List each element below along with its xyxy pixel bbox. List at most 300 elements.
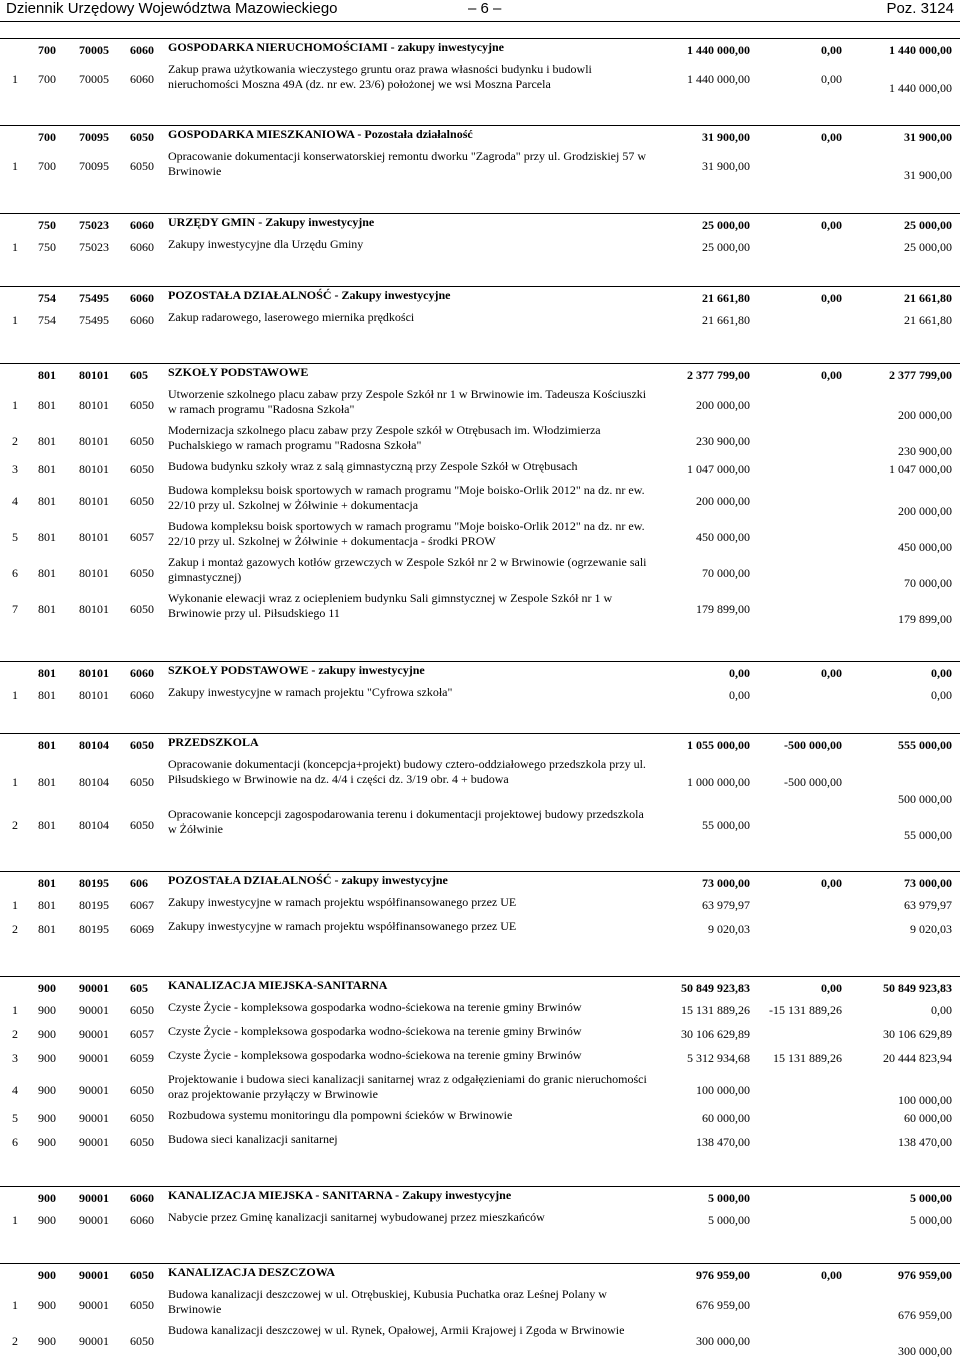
section-rule (0, 733, 960, 734)
dzial-cell: 700 (38, 43, 56, 57)
plan-value-cell: 31 900,00 (702, 130, 750, 144)
paragraf-cell: 6060 (130, 291, 154, 305)
dzial-cell: 900 (38, 1051, 56, 1065)
table-row (0, 237, 960, 259)
table-row (0, 591, 960, 627)
description-cell: Budowa kanalizacji deszczowej w ul. Rynek, Opałowej, Armii Krajowej i Zgoda w Brwinowie (168, 1323, 625, 1337)
table-row (0, 1108, 960, 1132)
after-change-value-cell: 25 000,00 (904, 240, 952, 254)
row-number: 6 (12, 566, 18, 580)
row-number: 5 (12, 1111, 18, 1125)
rozdzial-cell: 80101 (79, 602, 109, 616)
rozdzial-cell: 80101 (79, 434, 109, 448)
rozdzial-cell: 90001 (79, 1268, 109, 1282)
plan-value-cell: 30 106 629,89 (681, 1027, 750, 1041)
after-change-value-cell: 21 661,80 (904, 291, 952, 305)
section-heading-row (0, 288, 960, 310)
change-value-cell: 0,00 (821, 218, 842, 232)
after-change-value-cell: 100 000,00 (898, 1093, 952, 1107)
paragraf-cell: 6050 (130, 130, 154, 144)
change-value-cell: 0,00 (821, 291, 842, 305)
plan-value-cell: 1 440 000,00 (687, 72, 750, 86)
paragraf-cell: 6050 (130, 1268, 154, 1282)
table-row (0, 459, 960, 483)
row-number: 1 (12, 1003, 18, 1017)
table-row (0, 423, 960, 459)
after-change-value-cell: 300 000,00 (898, 1344, 952, 1358)
change-value-cell: 0,00 (821, 981, 842, 995)
rozdzial-cell: 80101 (79, 398, 109, 412)
rozdzial-cell: 90001 (79, 1003, 109, 1017)
section-rule (0, 363, 960, 364)
description-cell: URZĘDY GMIN - Zakupy inwestycyjne (168, 215, 375, 229)
description-cell: Budowa budynku szkoły wraz z salą gimnastyczną przy Zespole Szkół w Otrębusach (168, 459, 578, 473)
change-value-cell: 0,00 (821, 43, 842, 57)
change-value-cell: 0,00 (821, 72, 842, 86)
table-row (0, 919, 960, 943)
description-cell: Czyste Życie - kompleksowa gospodarka wodno-ściekowa na terenie gminy Brwinów (168, 1048, 582, 1062)
dzial-cell: 900 (38, 1334, 56, 1348)
paragraf-cell: 6050 (130, 775, 154, 789)
plan-value-cell: 15 131 889,26 (681, 1003, 750, 1017)
description-cell: GOSPODARKA NIERUCHOMOŚCIAMI - zakupy inwestycyjne (168, 40, 505, 54)
after-change-value-cell: 138 470,00 (898, 1135, 952, 1149)
section-heading-row (0, 873, 960, 895)
after-change-value-cell: 450 000,00 (898, 540, 952, 554)
plan-value-cell: 60 000,00 (702, 1111, 750, 1125)
after-change-value-cell: 0,00 (931, 666, 952, 680)
section-rule (0, 38, 960, 39)
dzial-cell: 754 (38, 291, 56, 305)
table-row (0, 807, 960, 843)
plan-value-cell: 5 312 934,68 (687, 1051, 750, 1065)
paragraf-cell: 6059 (130, 1051, 154, 1065)
description-cell: KANALIZACJA MIEJSKA-SANITARNA (168, 978, 388, 992)
plan-value-cell: 676 959,00 (696, 1298, 750, 1312)
paragraf-cell: 6060 (130, 43, 154, 57)
row-number: 2 (12, 818, 18, 832)
after-change-value-cell: 21 661,80 (904, 313, 952, 327)
dzial-cell: 900 (38, 1268, 56, 1282)
table-row (0, 1323, 960, 1359)
description-cell: Utworzenie szkolnego placu zabaw przy Zespole Szkół nr 1 w Brwinowie im. Tadeusza Kościuszki w ramach programu "Radosna Szkoła" (168, 387, 647, 416)
paragraf-cell: 6060 (130, 688, 154, 702)
table-row (0, 1210, 960, 1234)
after-change-value-cell: 5 000,00 (910, 1191, 952, 1205)
paragraf-cell: 605 (130, 368, 148, 382)
rozdzial-cell: 90001 (79, 1083, 109, 1097)
paragraf-cell: 6050 (130, 1298, 154, 1312)
dzial-cell: 801 (38, 398, 56, 412)
description-cell: POZOSTAŁA DZIAŁALNOŚĆ - Zakupy inwestycyjne (168, 288, 451, 302)
dzial-cell: 754 (38, 313, 56, 327)
section-heading-row (0, 735, 960, 757)
table-row (0, 757, 960, 807)
change-value-cell: -15 131 889,26 (769, 1003, 842, 1017)
after-change-value-cell: 2 377 799,00 (889, 368, 952, 382)
plan-value-cell: 73 000,00 (702, 876, 750, 890)
description-cell: Budowa kompleksu boisk sportowych w ramach programu "Moje boisko-Orlik 2012" na dz. nr ew. 22/10 przy ul. Szkolnej w Żółwinie + dokumentacja (168, 483, 645, 512)
paragraf-cell: 605 (130, 981, 148, 995)
row-number: 1 (12, 398, 18, 412)
rozdzial-cell: 75495 (79, 313, 109, 327)
rozdzial-cell: 75023 (79, 218, 109, 232)
paragraf-cell: 6050 (130, 818, 154, 832)
description-cell: Nabycie przez Gminę kanalizacji sanitarnej wybudowanej przez mieszkańców (168, 1210, 545, 1224)
row-number: 3 (12, 1051, 18, 1065)
position-number: Poz. 3124 (886, 0, 954, 17)
description-cell: Opracowanie koncepcji zagospodarowania terenu i dokumentacji projektowej budowy przedszkola w Żółwinie (168, 807, 644, 836)
row-number: 1 (12, 898, 18, 912)
change-value-cell: 0,00 (821, 1268, 842, 1282)
rozdzial-cell: 70095 (79, 130, 109, 144)
after-change-value-cell: 25 000,00 (904, 218, 952, 232)
rozdzial-cell: 70095 (79, 159, 109, 173)
paragraf-cell: 6050 (130, 1135, 154, 1149)
row-number: 2 (12, 922, 18, 936)
row-number: 1 (12, 313, 18, 327)
rozdzial-cell: 80101 (79, 530, 109, 544)
section-heading-row (0, 215, 960, 237)
paragraf-cell: 6067 (130, 898, 154, 912)
plan-value-cell: 50 849 923,83 (681, 981, 750, 995)
rozdzial-cell: 70005 (79, 43, 109, 57)
after-change-value-cell: 976 959,00 (898, 1268, 952, 1282)
paragraf-cell: 6057 (130, 530, 154, 544)
paragraf-cell: 6050 (130, 462, 154, 476)
paragraf-cell: 6060 (130, 240, 154, 254)
table-row (0, 895, 960, 919)
row-number: 4 (12, 1083, 18, 1097)
plan-value-cell: 1 047 000,00 (687, 462, 750, 476)
dzial-cell: 801 (38, 922, 56, 936)
after-change-value-cell: 676 959,00 (898, 1308, 952, 1322)
description-cell: Czyste Życie - kompleksowa gospodarka wodno-ściekowa na terenie gminy Brwinów (168, 1000, 582, 1014)
table-row (0, 310, 960, 332)
description-cell: SZKOŁY PODSTAWOWE (168, 365, 309, 379)
after-change-value-cell: 31 900,00 (904, 130, 952, 144)
description-cell: KANALIZACJA DESZCZOWA (168, 1265, 336, 1279)
dzial-cell: 900 (38, 1083, 56, 1097)
dzial-cell: 801 (38, 434, 56, 448)
dzial-cell: 700 (38, 130, 56, 144)
page-number: – 6 – (468, 0, 502, 17)
table-row (0, 519, 960, 555)
rozdzial-cell: 80104 (79, 818, 109, 832)
after-change-value-cell: 73 000,00 (904, 876, 952, 890)
description-cell: PRZEDSZKOLA (168, 735, 259, 749)
plan-value-cell: 70 000,00 (702, 566, 750, 580)
dzial-cell: 900 (38, 1111, 56, 1125)
paragraf-cell: 6060 (130, 72, 154, 86)
change-value-cell: 0,00 (821, 368, 842, 382)
rozdzial-cell: 80195 (79, 898, 109, 912)
after-change-value-cell: 5 000,00 (910, 1213, 952, 1227)
row-number: 1 (12, 1213, 18, 1227)
dzial-cell: 801 (38, 738, 56, 752)
dzial-cell: 900 (38, 1027, 56, 1041)
after-change-value-cell: 1 047 000,00 (889, 462, 952, 476)
after-change-value-cell: 0,00 (931, 688, 952, 702)
rozdzial-cell: 90001 (79, 1051, 109, 1065)
row-number: 7 (12, 602, 18, 616)
rozdzial-cell: 90001 (79, 1213, 109, 1227)
dzial-cell: 900 (38, 981, 56, 995)
plan-value-cell: 55 000,00 (702, 818, 750, 832)
after-change-value-cell: 9 020,03 (910, 922, 952, 936)
section-heading-row (0, 40, 960, 62)
description-cell: POZOSTAŁA DZIAŁALNOŚĆ - zakupy inwestycyjne (168, 873, 448, 887)
description-cell: Opracowanie dokumentacji (koncepcja+projekt) budowy cztero-oddziałowego przedszkola przy ul. Piłsudskiego w Brwinowie na dz. 4/4 i części dz. 3/19 obr. 4 + budowa (168, 757, 646, 786)
rozdzial-cell: 80195 (79, 876, 109, 890)
description-cell: Wykonanie elewacji wraz z ociepleniem budynku Sali gimnstycznej w Zespole Szkół nr 1 w Brwinowie przy ul. Piłsudskiego 11 (168, 591, 613, 620)
plan-value-cell: 100 000,00 (696, 1083, 750, 1097)
section-rule (0, 1263, 960, 1264)
dzial-cell: 801 (38, 566, 56, 580)
paragraf-cell: 6050 (130, 602, 154, 616)
table-row (0, 387, 960, 423)
table-row (0, 1132, 960, 1156)
section-rule (0, 976, 960, 977)
paragraf-cell: 6060 (130, 313, 154, 327)
plan-value-cell: 450 000,00 (696, 530, 750, 544)
description-cell: Rozbudowa systemu monitoringu dla pompowni ścieków w Brwinowie (168, 1108, 513, 1122)
section-rule (0, 871, 960, 872)
paragraf-cell: 6050 (130, 1003, 154, 1017)
dzial-cell: 801 (38, 530, 56, 544)
row-number: 2 (12, 434, 18, 448)
description-cell: Opracowanie dokumentacji konserwatorskiej remontu dworku "Zagroda" przy ul. Grodziskiej 57 w Brwinowie (168, 149, 646, 178)
plan-value-cell: 63 979,97 (702, 898, 750, 912)
after-change-value-cell: 0,00 (931, 1003, 952, 1017)
plan-value-cell: 9 020,03 (708, 922, 750, 936)
section-rule (0, 213, 960, 214)
row-number: 1 (12, 159, 18, 173)
table-row (0, 62, 960, 96)
dzial-cell: 801 (38, 688, 56, 702)
description-cell: Zakupy inwestycyjne w ramach projektu "Cyfrowa szkoła" (168, 685, 453, 699)
dzial-cell: 801 (38, 898, 56, 912)
section-heading-row (0, 365, 960, 387)
description-cell: GOSPODARKA MIESZKANIOWA - Pozostała działalność (168, 127, 473, 141)
plan-value-cell: 25 000,00 (702, 218, 750, 232)
rozdzial-cell: 90001 (79, 1334, 109, 1348)
paragraf-cell: 6050 (130, 1083, 154, 1097)
dzial-cell: 900 (38, 1135, 56, 1149)
after-change-value-cell: 55 000,00 (904, 828, 952, 842)
paragraf-cell: 6057 (130, 1027, 154, 1041)
rozdzial-cell: 75023 (79, 240, 109, 254)
after-change-value-cell: 1 440 000,00 (889, 43, 952, 57)
rozdzial-cell: 90001 (79, 1191, 109, 1205)
dzial-cell: 750 (38, 240, 56, 254)
description-cell: Zakup radarowego, laserowego miernika prędkości (168, 310, 415, 324)
plan-value-cell: 200 000,00 (696, 494, 750, 508)
paragraf-cell: 6050 (130, 434, 154, 448)
after-change-value-cell: 20 444 823,94 (883, 1051, 952, 1065)
row-number: 1 (12, 775, 18, 789)
paragraf-cell: 6050 (130, 1111, 154, 1125)
dzial-cell: 900 (38, 1213, 56, 1227)
after-change-value-cell: 60 000,00 (904, 1111, 952, 1125)
paragraf-cell: 6050 (130, 398, 154, 412)
after-change-value-cell: 63 979,97 (904, 898, 952, 912)
paragraf-cell: 6069 (130, 922, 154, 936)
rozdzial-cell: 80101 (79, 688, 109, 702)
table-row (0, 1048, 960, 1072)
rozdzial-cell: 90001 (79, 1298, 109, 1312)
header-rule (0, 21, 960, 22)
description-cell: Zakup prawa użytkowania wieczystego gruntu oraz prawa własności budynku i budowli nieruchomości Moszna 49A (dz. nr ew. 23/6) położonej we wsi Moszna Parcela (168, 62, 592, 91)
after-change-value-cell: 200 000,00 (898, 504, 952, 518)
plan-value-cell: 5 000,00 (708, 1191, 750, 1205)
row-number: 1 (12, 72, 18, 86)
row-number: 1 (12, 688, 18, 702)
section-heading-row (0, 663, 960, 685)
row-number: 1 (12, 240, 18, 254)
rozdzial-cell: 75495 (79, 291, 109, 305)
section-rule (0, 1186, 960, 1187)
table-row (0, 1287, 960, 1323)
paragraf-cell: 6060 (130, 218, 154, 232)
paragraf-cell: 6050 (130, 1334, 154, 1348)
plan-value-cell: 0,00 (729, 666, 750, 680)
rozdzial-cell: 80101 (79, 368, 109, 382)
table-row (0, 685, 960, 707)
dzial-cell: 801 (38, 775, 56, 789)
after-change-value-cell: 500 000,00 (898, 792, 952, 806)
dzial-cell: 801 (38, 666, 56, 680)
after-change-value-cell: 230 900,00 (898, 444, 952, 458)
table-row (0, 555, 960, 591)
table-row (0, 1024, 960, 1048)
table-row (0, 1000, 960, 1024)
description-cell: Modernizacja szkolnego placu zabaw przy Zespole szkół w Otrębusach im. Włodzimierza Puchalskiego w ramach programu "Radosna Szkoła" (168, 423, 601, 452)
dzial-cell: 900 (38, 1003, 56, 1017)
paragraf-cell: 6050 (130, 159, 154, 173)
rozdzial-cell: 70005 (79, 72, 109, 86)
dzial-cell: 801 (38, 494, 56, 508)
section-rule (0, 125, 960, 126)
plan-value-cell: 5 000,00 (708, 1213, 750, 1227)
description-cell: Zakupy inwestycyjne dla Urzędu Gminy (168, 237, 364, 251)
after-change-value-cell: 70 000,00 (904, 576, 952, 590)
dzial-cell: 801 (38, 876, 56, 890)
table-row (0, 1072, 960, 1108)
dzial-cell: 700 (38, 72, 56, 86)
row-number: 3 (12, 462, 18, 476)
plan-value-cell: 179 899,00 (696, 602, 750, 616)
plan-value-cell: 976 959,00 (696, 1268, 750, 1282)
plan-value-cell: 138 470,00 (696, 1135, 750, 1149)
plan-value-cell: 1 000 000,00 (687, 775, 750, 789)
plan-value-cell: 0,00 (729, 688, 750, 702)
rozdzial-cell: 80101 (79, 566, 109, 580)
after-change-value-cell: 555 000,00 (898, 738, 952, 752)
plan-value-cell: 1 055 000,00 (687, 738, 750, 752)
after-change-value-cell: 30 106 629,89 (883, 1027, 952, 1041)
plan-value-cell: 21 661,80 (702, 313, 750, 327)
after-change-value-cell: 179 899,00 (898, 612, 952, 626)
page-header (0, 0, 960, 22)
plan-value-cell: 21 661,80 (702, 291, 750, 305)
section-heading-row (0, 978, 960, 1000)
dzial-cell: 801 (38, 818, 56, 832)
dzial-cell: 750 (38, 218, 56, 232)
change-value-cell: 0,00 (821, 666, 842, 680)
rozdzial-cell: 80104 (79, 738, 109, 752)
paragraf-cell: 6050 (130, 738, 154, 752)
section-rule (0, 286, 960, 287)
paragraf-cell: 6050 (130, 566, 154, 580)
dzial-cell: 801 (38, 602, 56, 616)
row-number: 1 (12, 1298, 18, 1312)
section-rule (0, 661, 960, 662)
description-cell: Budowa kompleksu boisk sportowych w ramach programu "Moje boisko-Orlik 2012" na dz. nr ew. 22/10 przy ul. Szkolnej w Żółwinie + dokumentacja - środki PROW (168, 519, 645, 548)
after-change-value-cell: 31 900,00 (904, 168, 952, 182)
row-number: 6 (12, 1135, 18, 1149)
rozdzial-cell: 80104 (79, 775, 109, 789)
change-value-cell: 15 131 889,26 (773, 1051, 842, 1065)
rozdzial-cell: 90001 (79, 1027, 109, 1041)
dzial-cell: 900 (38, 1191, 56, 1205)
description-cell: SZKOŁY PODSTAWOWE - zakupy inwestycyjne (168, 663, 425, 677)
row-number: 2 (12, 1027, 18, 1041)
rozdzial-cell: 90001 (79, 981, 109, 995)
rozdzial-cell: 80101 (79, 494, 109, 508)
dzial-cell: 700 (38, 159, 56, 173)
change-value-cell: 0,00 (821, 130, 842, 144)
paragraf-cell: 6060 (130, 666, 154, 680)
dzial-cell: 900 (38, 1298, 56, 1312)
rozdzial-cell: 80101 (79, 462, 109, 476)
plan-value-cell: 230 900,00 (696, 434, 750, 448)
description-cell: Projektowanie i budowa sieci kanalizacji sanitarnej wraz z odgałęzieniami do granic nieruchomości oraz projektowanie przyłączy w Brwinowie (168, 1072, 647, 1101)
change-value-cell: -500 000,00 (784, 775, 842, 789)
plan-value-cell: 25 000,00 (702, 240, 750, 254)
description-cell: Budowa kanalizacji deszczowej w ul. Otrębuskiej, Kubusia Puchatka oraz Leśnej Polany w Brwinowie (168, 1287, 607, 1316)
after-change-value-cell: 1 440 000,00 (889, 81, 952, 95)
description-cell: KANALIZACJA MIEJSKA - SANITARNA - Zakupy inwestycyjne (168, 1188, 512, 1202)
section-heading-row (0, 1188, 960, 1210)
section-heading-row (0, 127, 960, 149)
row-number: 2 (12, 1334, 18, 1348)
change-value-cell: -500 000,00 (784, 738, 842, 752)
plan-value-cell: 300 000,00 (696, 1334, 750, 1348)
description-cell: Budowa sieci kanalizacji sanitarnej (168, 1132, 338, 1146)
paragraf-cell: 6050 (130, 494, 154, 508)
row-number: 4 (12, 494, 18, 508)
dzial-cell: 801 (38, 462, 56, 476)
paragraf-cell: 6060 (130, 1213, 154, 1227)
after-change-value-cell: 200 000,00 (898, 408, 952, 422)
journal-title: Dziennik Urzędowy Województwa Mazowieckiego (6, 0, 338, 17)
rozdzial-cell: 90001 (79, 1135, 109, 1149)
description-cell: Zakup i montaż gazowych kotłów grzewczych w Zespole Szkół nr 2 w Brwinowie (ogrzewanie sali gimnastycznej) (168, 555, 647, 584)
row-number: 5 (12, 530, 18, 544)
rozdzial-cell: 80195 (79, 922, 109, 936)
table-row (0, 483, 960, 519)
plan-value-cell: 1 440 000,00 (687, 43, 750, 57)
plan-value-cell: 200 000,00 (696, 398, 750, 412)
dzial-cell: 801 (38, 368, 56, 382)
plan-value-cell: 31 900,00 (702, 159, 750, 173)
table-row (0, 149, 960, 183)
after-change-value-cell: 50 849 923,83 (883, 981, 952, 995)
section-heading-row (0, 1265, 960, 1287)
paragraf-cell: 606 (130, 876, 148, 890)
plan-value-cell: 2 377 799,00 (687, 368, 750, 382)
